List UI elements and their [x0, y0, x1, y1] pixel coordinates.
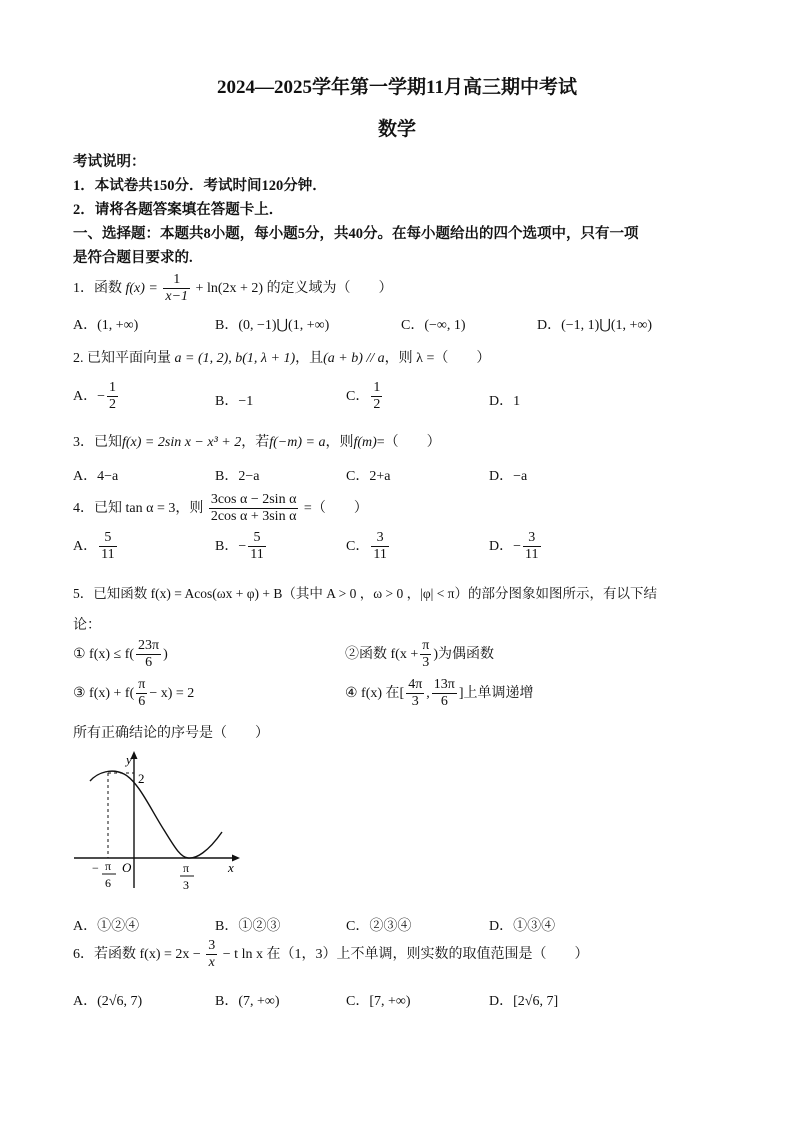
q6-option-b[interactable]: B．(7, +∞)	[215, 994, 280, 1009]
question-1: 1．函数 f(x) = $\frac{1}{x-1}$ + ln(2x + 2) 的定义域为（ ）	[73, 272, 393, 305]
fraction: $\frac{1}{x-1}$	[165, 272, 189, 305]
instruction-2: 2．请将各题答案填在答题卡上．	[73, 202, 284, 218]
subject-title: 数学	[377, 119, 416, 140]
question-2: 2. 已知平面向量 a = (1, 2), b(1, λ + 1)，且(a + b) // a，则 λ =（ ）	[73, 351, 491, 366]
q5-option-c[interactable]: C．②③④	[346, 919, 412, 934]
question-5-line2: 论：	[73, 618, 101, 633]
q4-option-b[interactable]: B．− $\frac{5}{11}$	[215, 530, 264, 563]
x-tick-left-num: π	[105, 859, 112, 873]
section-heading-line1: 一、选择题：本题共8小题，每小题5分，共40分。在每小题给出的四个选项中，只有一项	[73, 226, 639, 242]
q2-option-c[interactable]: C． $\frac{1}{2}$	[346, 380, 381, 413]
q4-option-a[interactable]: A． $\frac{5}{11}$	[73, 530, 115, 563]
q2-option-d[interactable]: D．1	[489, 394, 521, 409]
origin-label: O	[122, 860, 132, 875]
q5-conclusion-2: ②函数 f(x + $\frac{\pi}{3}$ )为偶函数	[345, 638, 494, 671]
question-4: 4．已知 tan α = 3，则 $\frac{\text{3cos α − 2sin α}}{\text{2cos α + 3sin α}}$ =（ ）	[73, 492, 368, 525]
q5-option-d[interactable]: D．①③④	[489, 919, 556, 934]
function-graph	[70, 748, 250, 898]
q5-conclusion-1: ① f(x) ≤ f( $\frac{23\pi}{6}$ )	[73, 638, 168, 671]
y-tick-label: 2	[138, 771, 145, 786]
instruction-1: 1．本试卷共150分．考试时间120分钟．	[73, 178, 327, 194]
question-3: 3．已知f(x) = 2sin x − x³ + 2，若f(−m) = a，则f(m)=（ ）	[73, 435, 441, 450]
q1-option-d[interactable]: D．(−1, 1)⋃(1, +∞)	[537, 318, 653, 333]
x-tick-left-sign: −	[92, 861, 99, 875]
q5-option-a[interactable]: A．①②④	[73, 919, 140, 934]
q6-option-a[interactable]: A．(2√6, 7)	[73, 994, 143, 1009]
question-6: 6．若函数 f(x) = 2x − $\frac{3}{x}$ − t ln x 在（1，3）上不单调，则实数的取值范围是（ ）	[73, 938, 589, 971]
x-tick-left-den: 6	[105, 876, 111, 890]
q3-option-d[interactable]: D．−a	[489, 469, 528, 484]
q6-option-d[interactable]: D．[2√6, 7]	[489, 994, 559, 1009]
q2-option-a[interactable]: A．− $\frac{1}{2}$	[73, 380, 117, 413]
q5-ask: 所有正确结论的序号是（ ）	[73, 726, 269, 741]
q1-option-a[interactable]: A．(1, +∞)	[73, 318, 139, 333]
q1-option-c[interactable]: C．(−∞, 1)	[401, 318, 466, 333]
q6-option-c[interactable]: C．[7, +∞)	[346, 994, 411, 1009]
exam-title: 2024—2025学年第一学期11月高三期中考试	[217, 77, 577, 98]
x-tick-right-den: 3	[183, 878, 189, 892]
q5-conclusion-3: ③ f(x) + f( $\frac{\pi}{6}$ − x) = 2	[73, 677, 195, 710]
q3-option-b[interactable]: B．2−a	[215, 469, 260, 484]
question-5-line1: 5．已知函数 f(x) = Acos(ωx + φ) + B（其中 A > 0 ，ω > 0 ，|φ| < π）的部分图象如图所示，有以下结	[73, 586, 657, 601]
x-tick-right-num: π	[183, 861, 190, 875]
y-axis-label: y	[126, 752, 132, 767]
q1-option-b[interactable]: B．(0, −1)⋃(1, +∞)	[215, 318, 330, 333]
section-heading-line2: 是符合题目要求的.	[73, 250, 193, 266]
q3-option-a[interactable]: A．4−a	[73, 469, 119, 484]
q5-conclusion-4: ④ f(x) 在[ $\frac{4\pi}{3}$ , $\frac{13\pi}{6}$ ]上单调递增	[345, 677, 534, 710]
q5-option-b[interactable]: B．①②③	[215, 919, 281, 934]
q4-option-c[interactable]: C． $\frac{3}{11}$	[346, 530, 387, 563]
q3-option-c[interactable]: C．2+a	[346, 469, 391, 484]
q4-option-d[interactable]: D．− $\frac{3}{11}$	[489, 530, 539, 563]
instructions-heading: 考试说明：	[73, 154, 146, 170]
q2-option-b[interactable]: B．−1	[215, 394, 254, 409]
x-axis-label: x	[228, 860, 234, 875]
curve	[90, 771, 222, 858]
